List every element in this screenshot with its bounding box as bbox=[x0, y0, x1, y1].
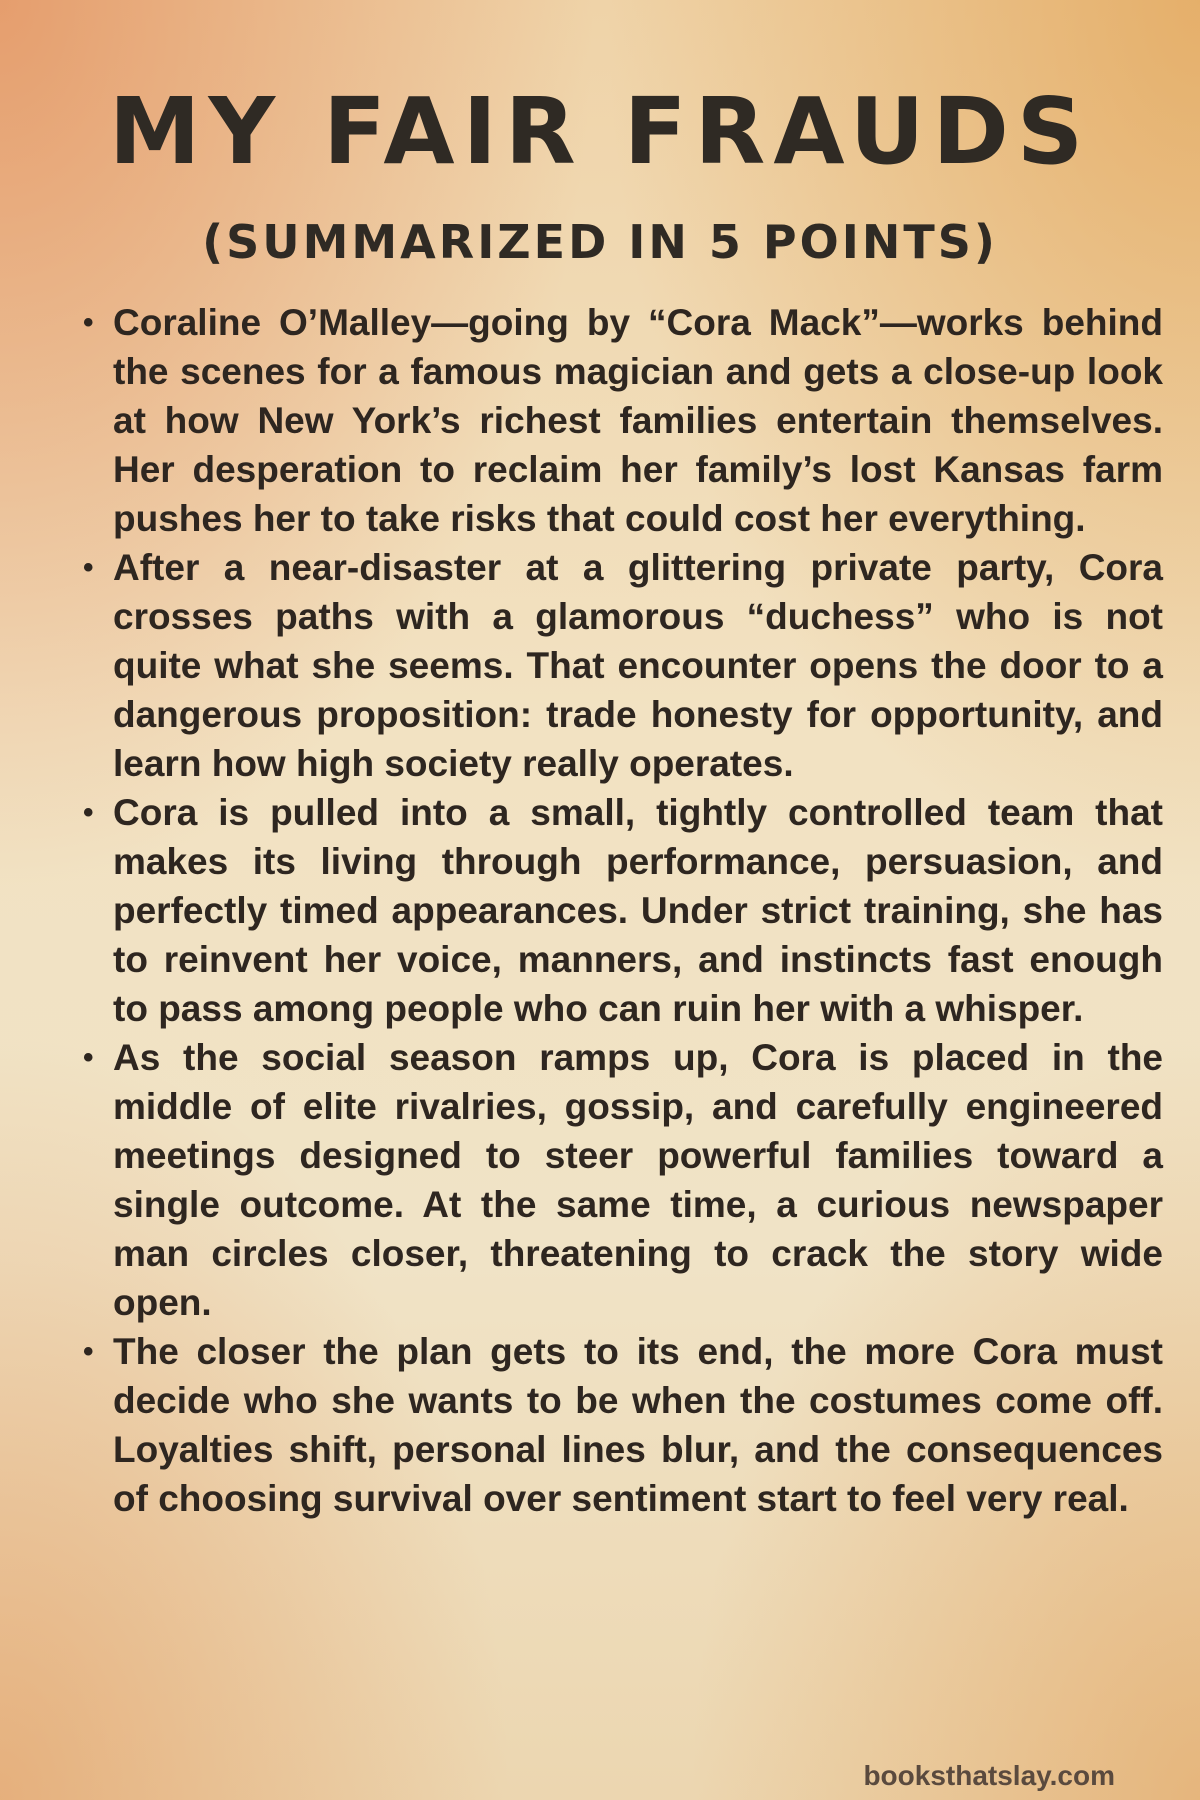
bullet-icon: • bbox=[83, 551, 94, 584]
summary-list bbox=[75, 298, 1163, 1523]
page-subtitle: (SUMMARIZED IN 5 POINTS) bbox=[202, 215, 998, 269]
summary-text: The closer the plan gets to its end, the more Cora must decide who she wants to be when the costumes come off. Loyalties shift, personal lines blur, and the consequences of choosing survival over sentiment start to feel very real. bbox=[113, 1331, 1163, 1519]
bullet-icon: • bbox=[83, 796, 94, 829]
summary-text: Cora is pulled into a small, tightly controlled team that makes its living through performance, persuasion, and perfectly timed appearances. Under strict training, she has to reinvent her voice, manners, and instincts fast enough to pass among people who can ruin her with a whisper. bbox=[113, 792, 1163, 1029]
bullet-icon: • bbox=[83, 1041, 94, 1074]
site-watermark: booksthatslay.com bbox=[863, 1760, 1115, 1791]
page-title: MY FAIR FRAUDS bbox=[108, 78, 1092, 185]
summary-point bbox=[83, 788, 1163, 1033]
summary-text: Coraline O’Malley—going by “Cora Mack”—works behind the scenes for a famous magician and gets a close-up look at how New York’s richest families entertain themselves. Her desperation to reclaim her family’s lost Kansas farm pushes her to take risks that could cost her everything. bbox=[113, 302, 1163, 539]
bullet-icon: • bbox=[83, 1335, 94, 1368]
summary-text: As the social season ramps up, Cora is placed in the middle of elite rivalries, gossip, and carefully engineered meetings designed to steer powerful families toward a single outcome. At the same time, a curious newspaper man circles closer, threatening to crack the story wide open. bbox=[113, 1037, 1163, 1323]
summary-point bbox=[83, 1327, 1163, 1523]
bullet-icon: • bbox=[83, 306, 94, 339]
summary-point bbox=[83, 1033, 1163, 1327]
summary-point bbox=[83, 543, 1163, 788]
summary-point bbox=[83, 298, 1163, 543]
summary-text: After a near-disaster at a glittering private party, Cora crosses paths with a glamorous “duchess” who is not quite what she seems. That encounter opens the door to a dangerous proposition: trade honesty for opportunity, and learn how high society really operates. bbox=[113, 547, 1163, 784]
